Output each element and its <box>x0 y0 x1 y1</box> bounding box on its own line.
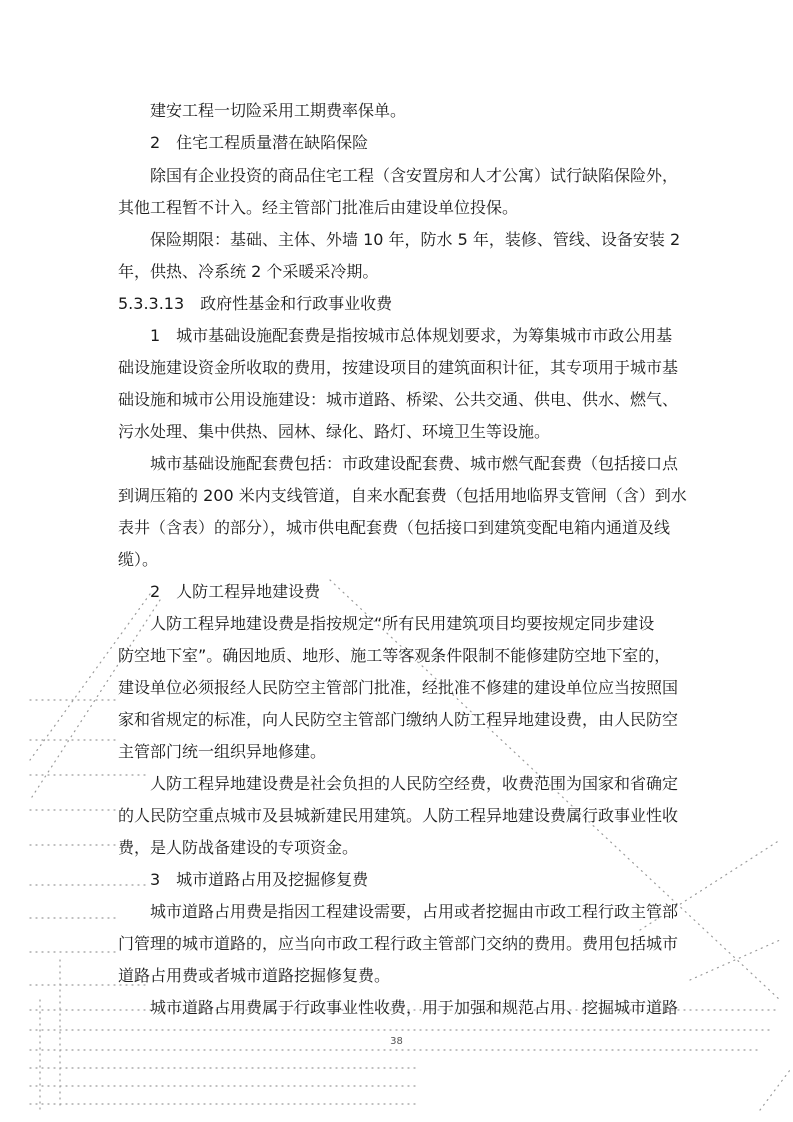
text-line: 到调压箱的 200 米内支线管道，自来水配套费（包括用地临界支管闸（含）到水 <box>118 486 687 505</box>
section-heading: 2 人防工程异地建设费 <box>150 582 321 601</box>
text-line: 主管部门统一组织异地修建。 <box>118 742 327 761</box>
text-line: 防空地下室”。确因地质、地形、施工等客观条件限制不能修建防空地下室的， <box>118 646 671 665</box>
text-line: 除国有企业投资的商品住宅工程（含安置房和人才公寓）试行缺陷保险外， <box>150 166 679 185</box>
text-line: 保险期限：基础、主体、外墙 10 年，防水 5 年，装修、管线、设备安装 2 <box>150 230 681 249</box>
text-line: 门管理的城市道路的，应当向市政工程行政主管部门交纳的费用。费用包括城市 <box>118 934 679 953</box>
text-line: 城市基础设施配套费包括：市政建设配套费、城市燃气配套费（包括接口点 <box>150 454 679 473</box>
text-line: 其他工程暂不计入。经主管部门批准后由建设单位投保。 <box>118 198 519 217</box>
text-line: 污水处理、集中供热、园林、绿化、路灯、环境卫生等设施。 <box>118 422 551 441</box>
text-line: 年，供热、冷系统 2 个采暖采冷期。 <box>118 262 379 281</box>
clause-heading: 5.3.3.13 政府性基金和行政事业收费 <box>118 294 393 313</box>
text-line: 缆）。 <box>118 550 159 569</box>
text-line: 建设单位必须报经人民防空主管部门批准，经批准不修建的建设单位应当按照国 <box>118 678 679 697</box>
section-heading: 3 城市道路占用及挖掘修复费 <box>150 870 369 889</box>
text-line: 人防工程异地建设费是社会负担的人民防空经费，收费范围为国家和省确定 <box>150 774 679 793</box>
text-line: 道路占用费或者城市道路挖掘修复费。 <box>118 966 391 985</box>
text-line: 础设施和城市公用设施建设：城市道路、桥梁、公共交通、供电、供水、燃气、 <box>118 390 679 409</box>
text-line: 城市道路占用费是指因工程建设需要，占用或者挖掘由市政工程行政主管部 <box>150 902 679 921</box>
text-line: 人防工程异地建设费是指按规定“所有民用建筑项目均要按规定同步建设 <box>150 614 655 633</box>
text-line: 家和省规定的标准，向人民防空主管部门缴纳人防工程异地建设费，由人民防空 <box>118 710 679 729</box>
text-line: 费，是人防战备建设的专项资金。 <box>118 838 359 857</box>
text-line: 城市道路占用费属于行政事业性收费，用于加强和规范占用、挖掘城市道路 <box>150 998 679 1017</box>
section-heading: 2 住宅工程质量潜在缺陷保险 <box>150 133 369 152</box>
text-line: 1 城市基础设施配套费是指按城市总体规划要求，为筹集城市市政公用基 <box>150 326 673 345</box>
page-number: 38 <box>390 1036 403 1047</box>
text-line: 的人民防空重点城市及县城新建民用建筑。人防工程异地建设费属行政事业性收 <box>118 806 679 825</box>
text-line: 表井（含表）的部分），城市供电配套费（包括接口到建筑变配电箱内通道及线 <box>118 518 671 537</box>
text-line: 础设施建设资金所收取的费用，按建设项目的建筑面积计征，其专项用于城市基 <box>118 358 679 377</box>
text-line: 建安工程一切险采用工期费率保单。 <box>150 101 407 120</box>
